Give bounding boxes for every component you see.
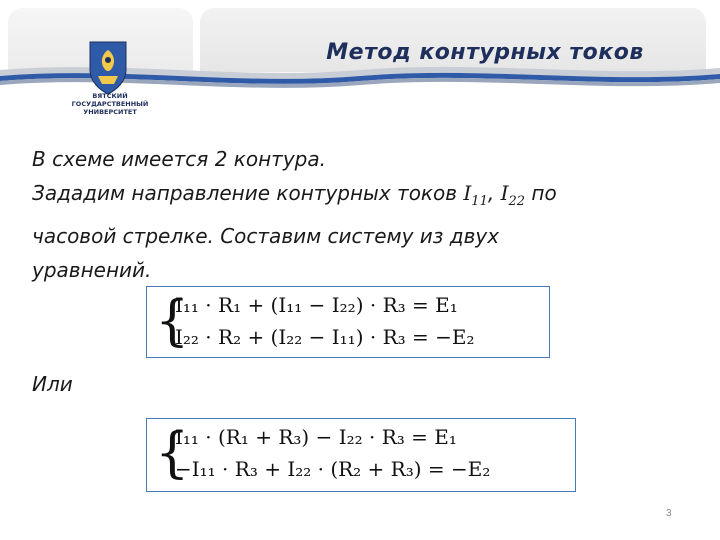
system2-equation-1: I₁₁ · (R₁ + R₃) − I₂₂ · R₃ = E₁ <box>175 425 457 449</box>
body-line-2-suffix: по <box>525 181 557 205</box>
left-brace: { <box>155 421 190 484</box>
body-line-4: уравнений. <box>32 258 152 282</box>
current-i22: $I_{22}$ <box>500 181 526 209</box>
current-i11: $I_{11}$ <box>463 181 488 209</box>
left-brace: { <box>155 289 190 352</box>
equation-system-1 <box>146 286 550 358</box>
body-text <box>32 142 672 287</box>
system1-equation-2: I₂₂ · R₂ + (I₂₂ − I₁₁) · R₃ = −E₂ <box>175 325 475 349</box>
university-name: ВЯТСКИЙ ГОСУДАРСТВЕННЫЙ УНИВЕРСИТЕТ <box>71 92 149 116</box>
body-line-2-prefix: Зададим направление контурных токов <box>32 181 464 205</box>
body-line-1: В схеме имеется 2 контура. <box>32 147 326 171</box>
slide-number: 3 <box>666 508 672 519</box>
system2-equation-2: −I₁₁ · R₃ + I₂₂ · (R₂ + R₃) = −E₂ <box>175 457 491 481</box>
slide-title: Метод контурных токов <box>326 40 644 65</box>
equation-system-2 <box>146 418 576 492</box>
body-line-2: Зададим направление контурных токов $I_{11}$, $I_{22}$ по <box>32 181 557 209</box>
system1-equation-1: I₁₁ · R₁ + (I₁₁ − I₂₂) · R₃ = E₁ <box>175 293 458 317</box>
body-line-3: часовой стрелке. Составим систему из двух <box>32 224 500 248</box>
or-label: Или <box>32 372 73 396</box>
